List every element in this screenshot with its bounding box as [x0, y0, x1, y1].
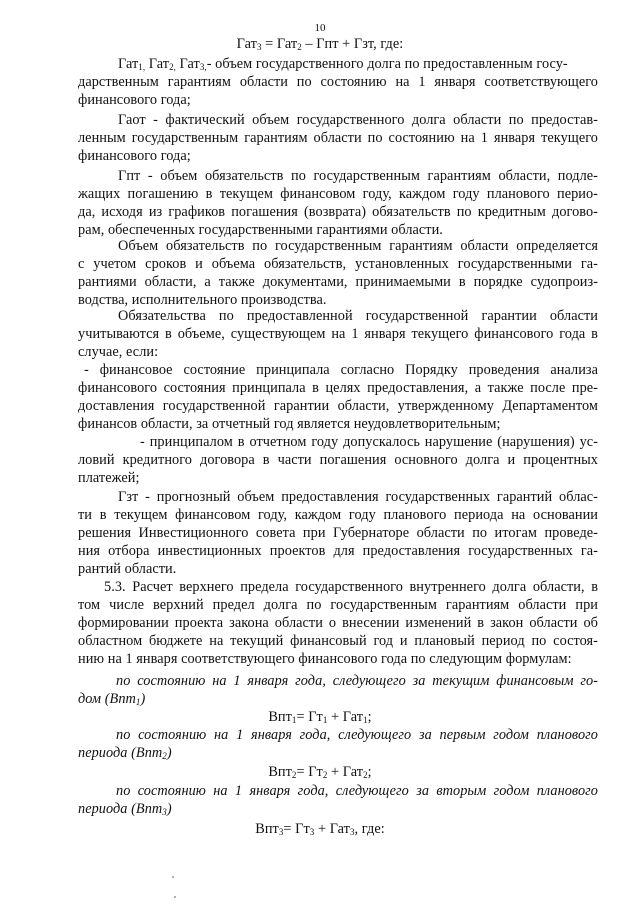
scan-speck	[172, 876, 174, 878]
paragraph-gpt-line-2: жащих погашению в текущем финансовом году, каждом году планового перио-	[78, 186, 598, 202]
paragraph-obligations-line-1: Обязательства по предоставленной государственной гарантии области	[118, 308, 598, 324]
paragraph-gaot-line-1: Гаот - фактический объем государственного долга области по предостав-	[118, 112, 598, 128]
formula-1-caption-line-1: по состоянию на 1 января года, следующего за текущим финансовым го-	[116, 673, 598, 689]
paragraph-5-3-line-5: нию на 1 января соответствующего финансового года по следующим формулам:	[78, 651, 572, 667]
formula-2-caption-line-2: периода (Впт$_2$)	[78, 745, 172, 761]
paragraph-volume-line-1: Объем обязательств по государственным гарантиям области определяется	[118, 238, 598, 254]
formula-1-caption-line-2: дом (Впт$_1$)	[78, 691, 146, 707]
paragraph-financial-line-2: финансового состояния принципала в целях предоставления, а также после пре-	[78, 380, 598, 396]
paragraph-volume-line-4: водства, исполнительного производства.	[78, 292, 327, 308]
paragraph-volume-line-2: с учетом сроков и объема обязательств, установленных государственными га-	[78, 256, 598, 272]
paragraph-gpt-line-3: да, исходя из графиков погашения (возврата) обязательств по кредитным догово-	[78, 204, 598, 220]
paragraph-financial-line-3: доставления государственной гарантии области, утвержденному Департаментом	[78, 398, 598, 414]
paragraph-gpt-line-4: рам, обеспеченных государственными гарантиями области.	[78, 222, 443, 238]
paragraph-gat-line-3: финансового года;	[78, 92, 191, 108]
paragraph-financial-line-4: финансов области, за отчетный год является неудовлетворительным;	[78, 416, 501, 432]
paragraph-gzt-line-3: решения Инвестиционного совета при Губернаторе области по итогам проведе-	[78, 525, 598, 541]
paragraph-gat-line-1: Гат$_{1,}$ Гат$_{2,}$ Гат$_{3,}$- объем государственного долга по предоставленным госу-	[118, 56, 568, 72]
formula-gat3: Гат$_3$ = Гат$_2$ – Гпт + Гзт, где:	[236, 36, 404, 52]
paragraph-gzt-line-4: ния отбора инвестиционных проектов для предоставления государственных га-	[78, 543, 598, 559]
scan-speck	[174, 896, 176, 898]
paragraph-gaot-line-2: ленным государственным гарантиям области по состоянию на 1 января текущего	[78, 130, 598, 146]
paragraph-5-3-line-4: областном бюджете на текущий финансовый год и плановый период по состоя-	[78, 633, 598, 649]
paragraph-violation-line-2: ловий кредитного договора в части погашения основного долга и процентных	[78, 452, 598, 468]
paragraph-obligations-line-3: случае, если:	[78, 344, 159, 360]
paragraph-obligations-line-2: учитываются в объеме, существующем на 1 января текущего финансового года в	[78, 326, 598, 342]
formula-2: $Впт_2= Гт_2 + Гат_2$;	[268, 764, 372, 780]
paragraph-gzt-line-5: рантий области.	[78, 561, 177, 577]
formula-3-caption-line-2: периода (Впт$_3$)	[78, 801, 172, 817]
paragraph-gzt-line-2: ти в текущем финансовом году, каждом году планового периода на основании	[78, 507, 598, 523]
paragraph-5-3-line-2: том числе верхний предел долга по государственным гарантиям области при	[78, 597, 598, 613]
paragraph-violation-line-3: платежей;	[78, 470, 140, 486]
paragraph-gzt-line-1: Гзт - прогнозный объем предоставления государственных гарантий облас-	[118, 489, 598, 505]
paragraph-gat-line-2: дарственным гарантиям области по состоянию на 1 января соответствующего	[78, 74, 598, 90]
formula-3: $Впт_3= Гт_3 + Гат_3$, где:	[255, 821, 385, 837]
paragraph-violation-line-1: - принципалом в отчетном году допускалось нарушение (нарушения) ус-	[140, 434, 598, 450]
page-number: 10	[314, 22, 326, 34]
formula-3-caption-line-1: по состоянию на 1 января года, следующего за вторым годом планового	[116, 783, 598, 799]
paragraph-5-3-line-3: формировании проекта закона области о внесении изменений в закон области об	[78, 615, 598, 631]
formula-2-caption-line-1: по состоянию на 1 января года, следующего за первым годом планового	[116, 727, 598, 743]
paragraph-gaot-line-3: финансового года;	[78, 148, 191, 164]
formula-1: $Впт_1= Гт_1 + Гат_1$;	[268, 709, 372, 725]
paragraph-5-3-line-1: 5.3. Расчет верхнего предела государственного внутреннего долга области, в	[104, 579, 598, 595]
paragraph-gpt-line-1: Гпт - объем обязательств по государственным гарантиям области, подле-	[118, 168, 598, 184]
paragraph-volume-line-3: рантиями области, а также документами, принимаемыми в порядке судопроиз-	[78, 274, 598, 290]
paragraph-financial-line-1: - финансовое состояние принципала согласно Порядку проведения анализа	[84, 362, 598, 378]
